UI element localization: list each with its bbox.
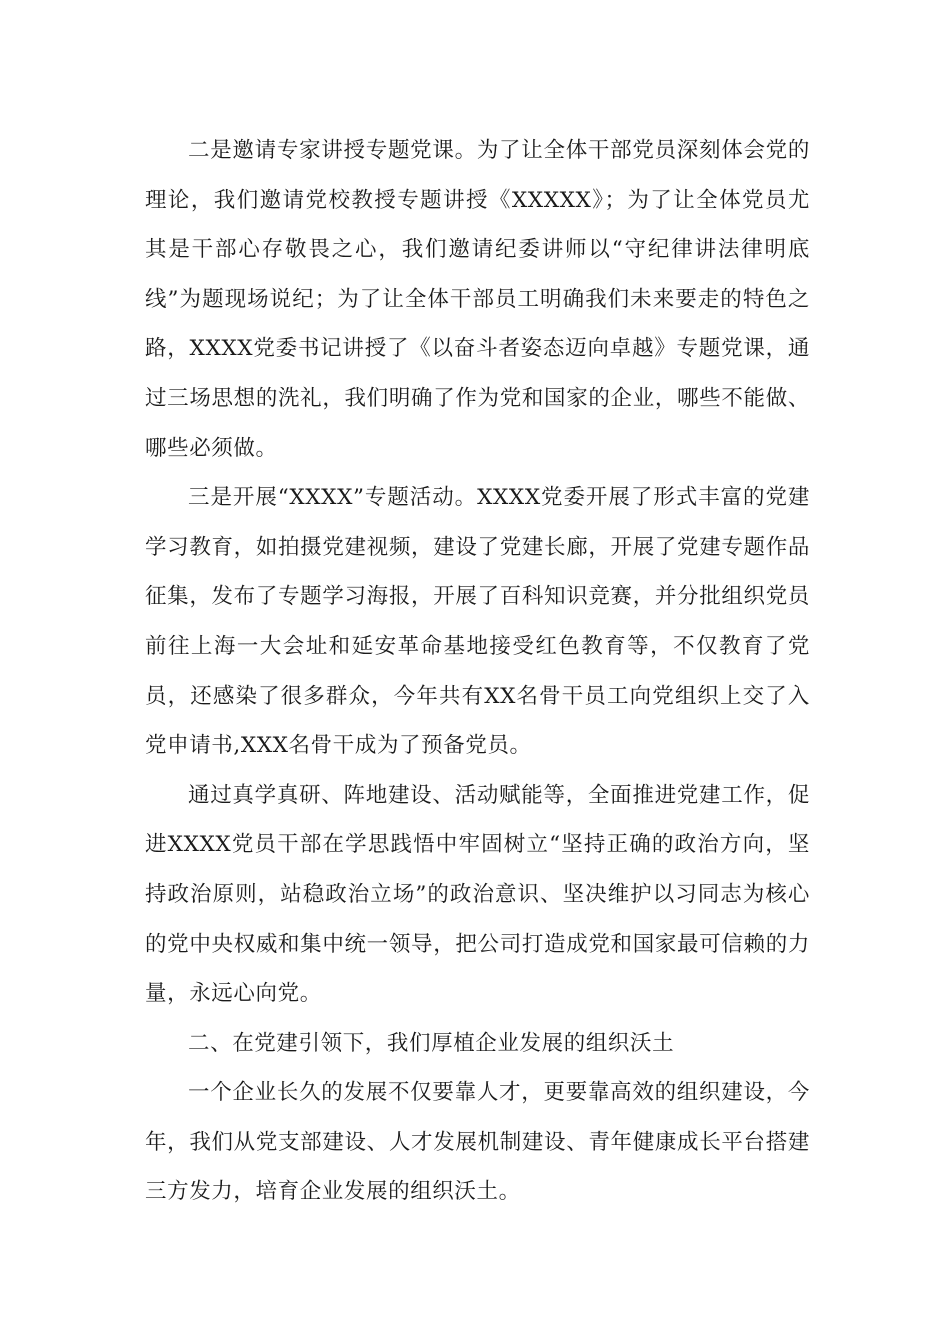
paragraph-themed-activities: 三是开展“XXXX”专题活动。XXXX党委开展了形式丰富的党建学习教育，如拍摄党建视频，建设了党建长廊，开展了党建专题作品征集，发布了专题学习海报，开展了百科知识竞赛，并分批组织党员前往上海一大会址和延安革命基地接受红色教育等，不仅教育了党员，还感染了很多群众，今年共有XX名骨干员工向党组织上交了入党申请书,XXX名骨干成为了预备党员。 bbox=[145, 485, 810, 759]
paragraph-expert-lectures: 二是邀请专家讲授专题党课。为了让全体干部党员深刻体会党的理论，我们邀请党校教授专题讲授《XXXXX》；为了让全体党员尤其是干部心存敬畏之心，我们邀请纪委讲师以“守纪律讲法律明底线”为题现场说纪；为了让全体干部员工明确我们未来要走的特色之路，XXXX党委书记讲授了《以奋斗者姿态迈向卓越》专题党课，通过三场思想的洗礼，我们明确了作为党和国家的企业，哪些不能做、哪些必须做。 bbox=[145, 138, 810, 461]
section-heading: 二、在党建引领下，我们厚植企业发展的组织沃土 bbox=[188, 1030, 675, 1056]
document-body bbox=[145, 126, 810, 1217]
paragraph-organization: 一个企业长久的发展不仅要靠人才，更要靠高效的组织建设，今年，我们从党支部建设、人才发展机制建设、青年健康成长平台搭建三方发力，培育企业发展的组织沃土。 bbox=[145, 1080, 810, 1205]
paragraph-summary: 通过真学真研、阵地建设、活动赋能等，全面推进党建工作，促进XXXX党员干部在学思践悟中牢固树立“坚持正确的政治方向，坚持政治原则，站稳政治立场”的政治意识、坚决维护以习同志为核心的党中央权威和集中统一领导，把公司打造成党和国家最可信赖的力量，永远心向党。 bbox=[145, 782, 810, 1007]
